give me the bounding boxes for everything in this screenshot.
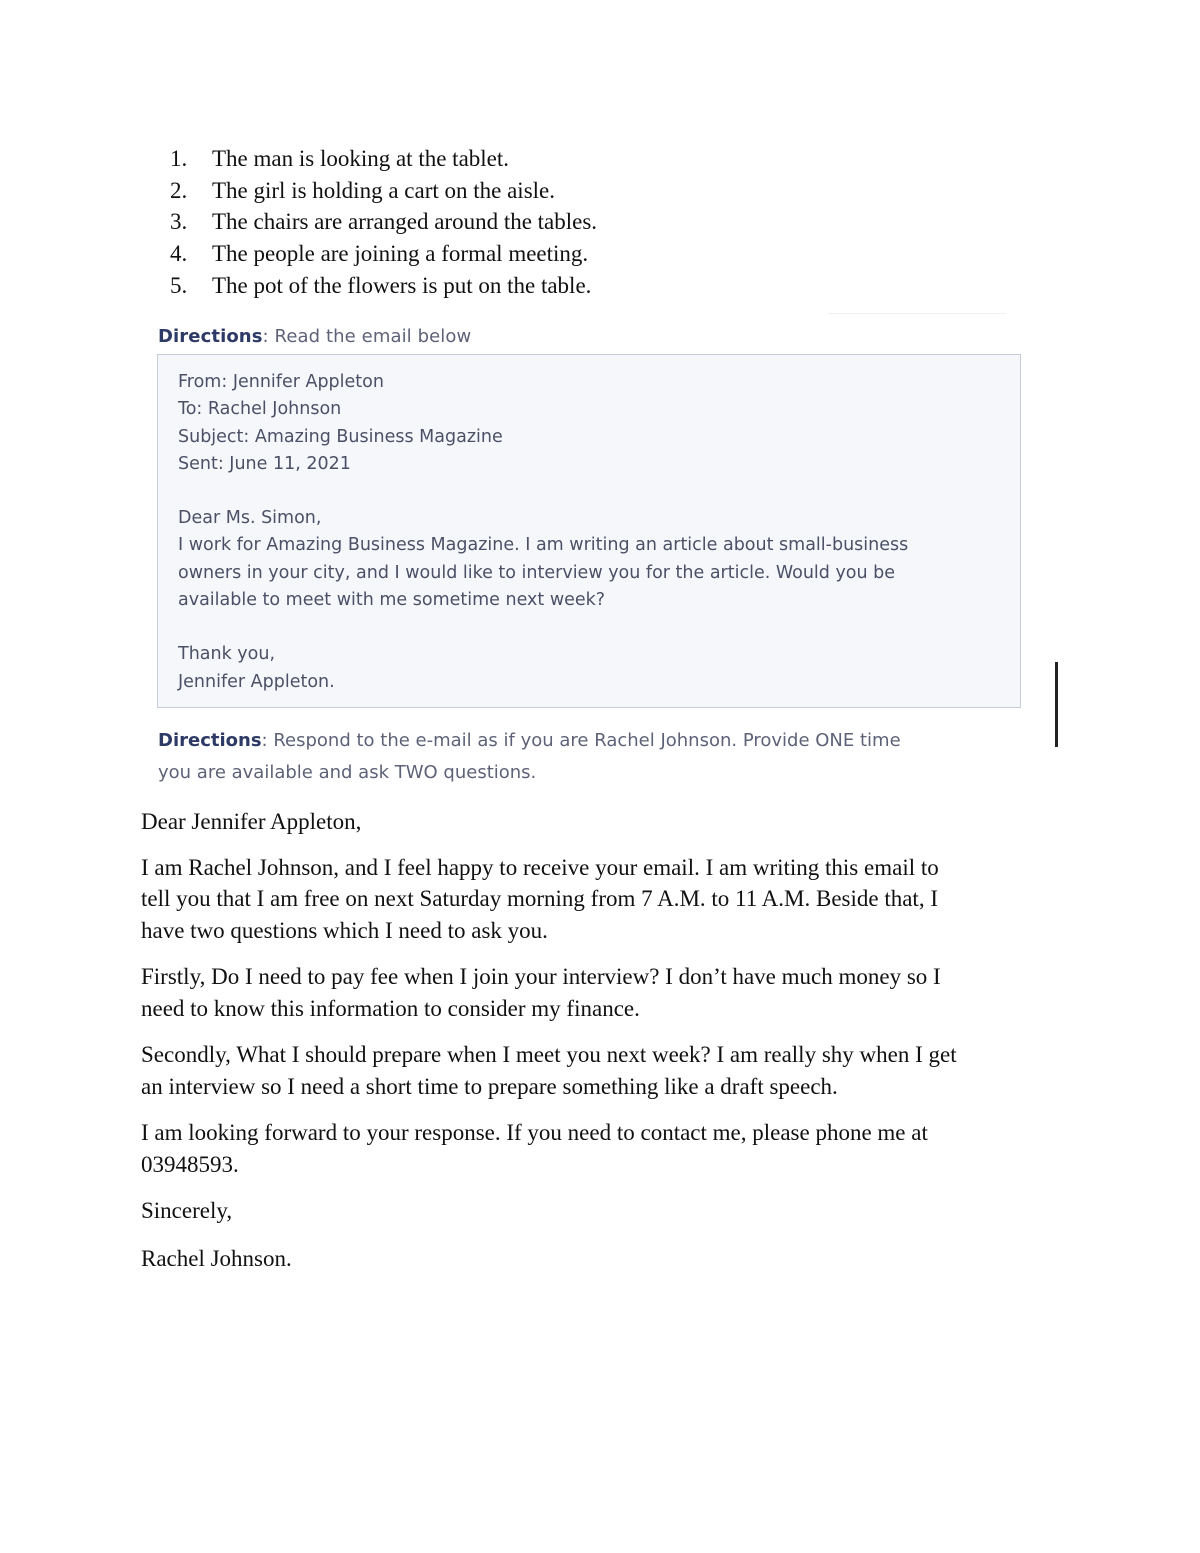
email-box: [157, 354, 1021, 708]
letter-paragraph: Firstly, Do I need to pay fee when I join your interview? I don’t have much money so I need to know this information to consider my finance.: [141, 964, 941, 1021]
email-body: [178, 505, 1008, 696]
list-text: The pot of the flowers is put on the table.: [212, 272, 592, 298]
list-number: 3.: [170, 209, 188, 235]
email-sent: Sent: June 11, 2021: [178, 453, 351, 474]
directions-read: [158, 326, 471, 347]
list-item: [170, 270, 597, 302]
list-item: [170, 143, 597, 175]
email-greeting: Dear Ms. Simon,: [178, 508, 322, 528]
list-text: The people are joining a formal meeting.: [212, 241, 589, 267]
reply-letter: [141, 806, 1061, 1274]
letter-signature: Rachel Johnson.: [141, 1245, 292, 1271]
email-to: To: Rachel Johnson: [178, 399, 342, 420]
email-signature: Jennifer Appleton.: [178, 671, 335, 692]
list-text: The girl is holding a cart on the aisle.: [212, 177, 555, 203]
list-item: [170, 175, 597, 207]
email-closing: Thank you,: [178, 644, 276, 665]
directions-label: Directions: [158, 326, 263, 347]
email-from: From: Jennifer Appleton: [178, 372, 384, 392]
list-text: The chairs are arranged around the tables.: [212, 209, 598, 235]
letter-closing: Sincerely,: [141, 1198, 233, 1223]
list-number: 2.: [170, 177, 188, 203]
email-subject: Subject: Amazing Business Magazine: [178, 426, 503, 447]
divider: [828, 313, 1006, 314]
email-body-line: available to meet with me sometime next week?: [178, 589, 606, 610]
email-header: [178, 369, 503, 478]
list-number: 5.: [170, 272, 188, 298]
email-body-line: owners in your city, and I would like to interview you for the article. Would you be: [178, 562, 896, 583]
directions-respond: [158, 725, 1028, 789]
letter-paragraph: I am Rachel Johnson, and I feel happy to receive your email. I am writing this email to tell you that I am free on next Saturday morning from 7 A.M. to 11 A.M. Beside that, I have two questions which I need to ask you.: [141, 854, 939, 943]
directions-text: : Read the email below: [262, 326, 472, 347]
directions-text: you are available and ask TWO questions.: [158, 762, 537, 783]
list-item: [170, 206, 597, 238]
email-body-line: I work for Amazing Business Magazine. I am writing an article about small-business: [178, 535, 909, 556]
letter-paragraph: Secondly, What I should prepare when I meet you next week? I am really shy when I get an interview so I need a short time to prepare something like a draft speech.: [141, 1042, 957, 1099]
list-number: 4.: [170, 241, 188, 267]
list-text: The man is looking at the tablet.: [212, 146, 510, 171]
letter-paragraph: I am looking forward to your response. If you need to contact me, please phone me at 03948593.: [141, 1120, 928, 1177]
directions-label: Directions: [158, 730, 262, 751]
directions-text: : Respond to the e-mail as if you are Rachel Johnson. Provide ONE time: [261, 730, 901, 751]
letter-salutation: Dear Jennifer Appleton,: [141, 809, 362, 834]
text-cursor: [1055, 662, 1058, 747]
list-number: 1.: [170, 146, 188, 171]
list-item: [170, 238, 597, 270]
numbered-list: [170, 143, 597, 301]
